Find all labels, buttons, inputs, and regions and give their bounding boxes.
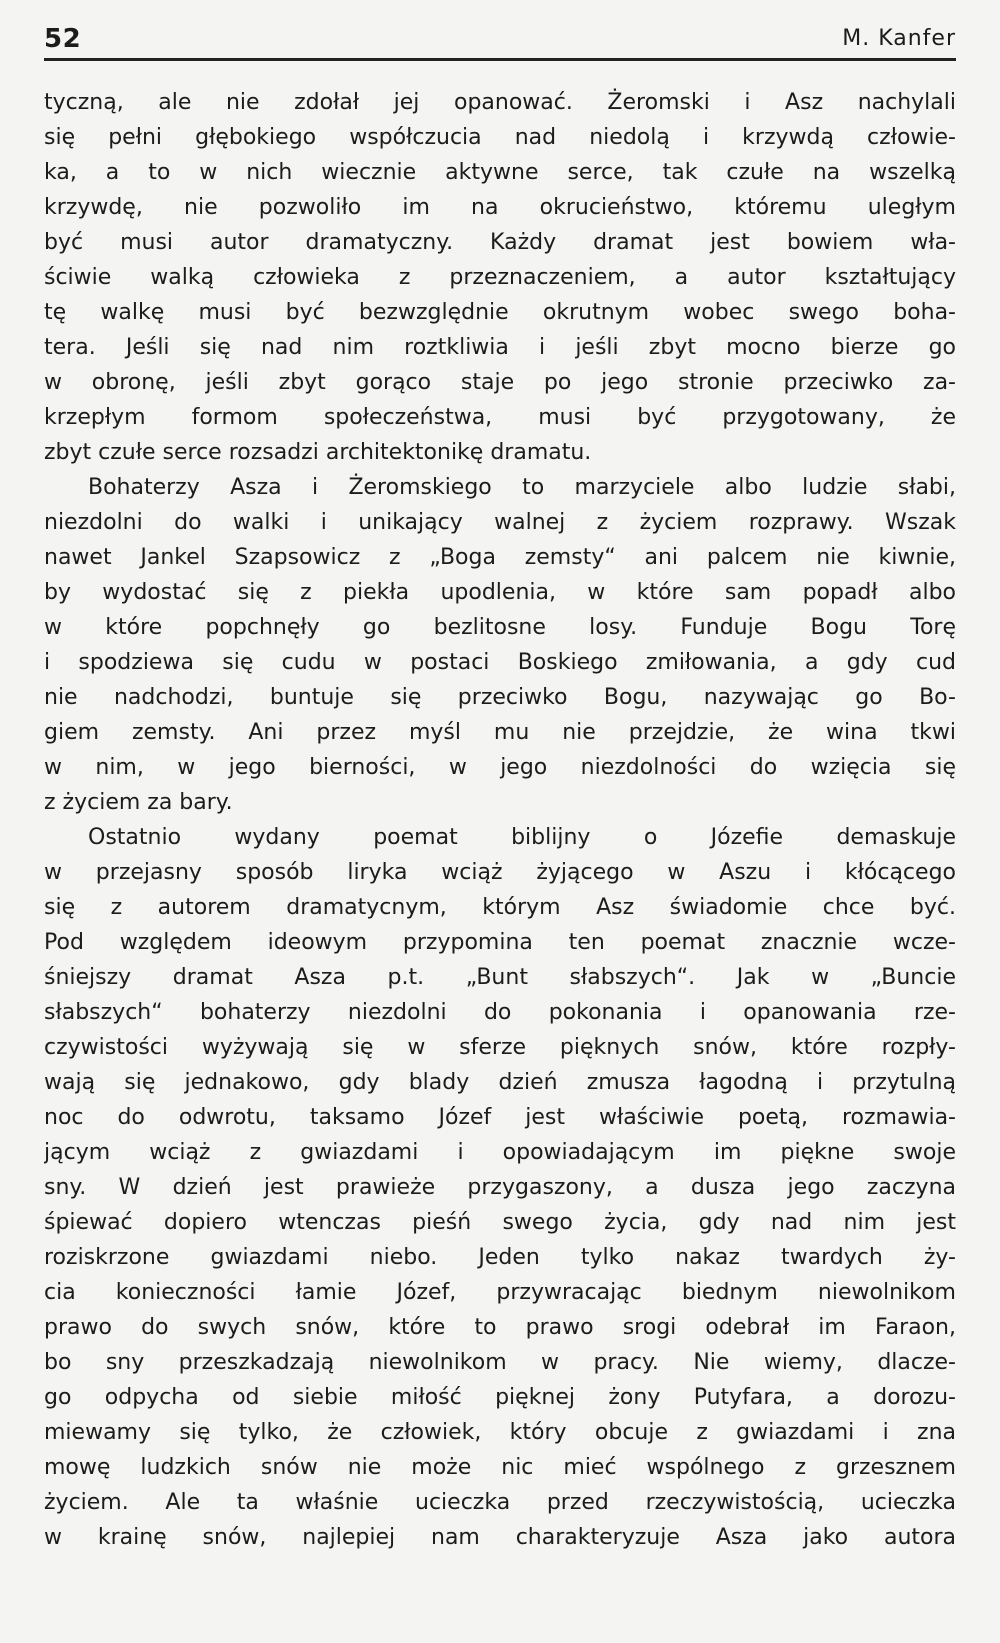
text-line: cia konieczności łamie Józef, przywracając biednym niewolnikom [44,1280,956,1305]
text-line: zbyt czułe serce rozsadzi architektonikę dramatu. [44,440,592,465]
text-line: krzywdę, nie pozwoliło im na okrucieństwo, któremu uległym [44,195,956,220]
text-line: Pod względem ideowym przypomina ten poemat znacznie wcze- [44,930,956,955]
text-line: by wydostać się z piekła upodlenia, w które sam popadł albo [44,580,956,605]
text-line: tę walkę musi być bezwzględnie okrutnym wobec swego boha- [44,300,956,325]
text-line: nawet Jankel Szapsowicz z „Boga zemsty“ ani palcem nie kiwnie, [44,545,956,570]
text-line: w obronę, jeśli zbyt gorąco staje po jego stronie przeciwko za- [44,370,956,395]
text-line: i spodziewa się cudu w postaci Boskiego zmiłowania, a gdy cud [44,650,956,675]
text-line: roziskrzone gwiazdami niebo. Jeden tylko nakaz twardych ży- [44,1245,956,1270]
page-number: 52 [44,24,82,54]
text-line: w które popchnęły go bezlitosne losy. Funduje Bogu Torę [44,615,956,640]
page-header [44,22,956,60]
text-line: życiem. Ale ta właśnie ucieczka przed rzeczywistością, ucieczka [44,1490,956,1515]
text-line: niezdolni do walki i unikający walnej z życiem rozprawy. Wszak [44,510,956,535]
text-line: giem zemsty. Ani przez myśl mu nie przejdzie, że wina tkwi [44,720,956,745]
text-line: śniejszy dramat Asza p.t. „Bunt słabszych“. Jak w „Buncie [44,965,956,990]
header-rule [44,58,956,61]
text-line: Ostatnio wydany poemat biblijny o Józefie demaskuje [88,825,956,850]
text-line: go odpycha od siebie miłość pięknej żony Putyfara, a dorozu- [44,1385,956,1410]
text-line: miewamy się tylko, że człowiek, który obcuje z gwiazdami i zna [44,1420,956,1445]
text-line: się pełni głębokiego współczucia nad niedolą i krzywdą człowie- [44,125,956,150]
text-line: wają się jednakowo, gdy blady dzień zmusza łagodną i przytulną [44,1070,956,1095]
text-line: Bohaterzy Asza i Żeromskiego to marzyciele albo ludzie słabi, [88,475,956,500]
text-line: prawo do swych snów, które to prawo srogi odebrał im Faraon, [44,1315,956,1340]
text-line: z życiem za bary. [44,790,233,815]
text-line: noc do odwrotu, taksamo Józef jest właściwie poetą, rozmawia- [44,1105,956,1130]
text-line: być musi autor dramatyczny. Każdy dramat jest bowiem wła- [44,230,956,255]
text-line: w przejasny sposób liryka wciąż żyjącego w Aszu i kłócącego [44,860,956,885]
text-line: ka, a to w nich wiecznie aktywne serce, tak czułe na wszelką [44,160,956,185]
text-line: w nim, w jego bierności, w jego niezdolności do wzięcia się [44,755,956,780]
text-line: krzepłym formom społeczeństwa, musi być przygotowany, że [44,405,956,430]
text-line: śpiewać dopiero wtenczas pieśń swego życia, gdy nad nim jest [44,1210,956,1235]
text-line: nie nadchodzi, buntuje się przeciwko Bogu, nazywając go Bo- [44,685,956,710]
text-line: tyczną, ale nie zdołał jej opanować. Żeromski i Asz nachylali [44,90,956,115]
running-head: M. Kanfer [842,26,956,51]
text-line: tera. Jeśli się nad nim roztkliwia i jeśli zbyt mocno bierze go [44,335,956,360]
text-line: w krainę snów, najlepiej nam charakteryzuje Asza jako autora [44,1525,956,1550]
text-line: mowę ludzkich snów nie może nic mieć wspólnego z grzesznem [44,1455,956,1480]
body-text [44,85,956,1555]
text-line: sny. W dzień jest prawieże przygaszony, a dusza jego zaczyna [44,1175,956,1200]
text-line: słabszych“ bohaterzy niezdolni do pokonania i opanowania rze- [44,1000,956,1025]
text-line: bo sny przeszkadzają niewolnikom w pracy. Nie wiemy, dlacze- [44,1350,956,1375]
text-line: czywistości wyżywają się w sferze pięknych snów, które rozpły- [44,1035,956,1060]
text-line: ściwie walką człowieka z przeznaczeniem, a autor kształtujący [44,265,956,290]
text-line: jącym wciąż z gwiazdami i opowiadającym im piękne swoje [44,1140,956,1165]
text-line: się z autorem dramatycnym, którym Asz świadomie chce być. [44,895,956,920]
